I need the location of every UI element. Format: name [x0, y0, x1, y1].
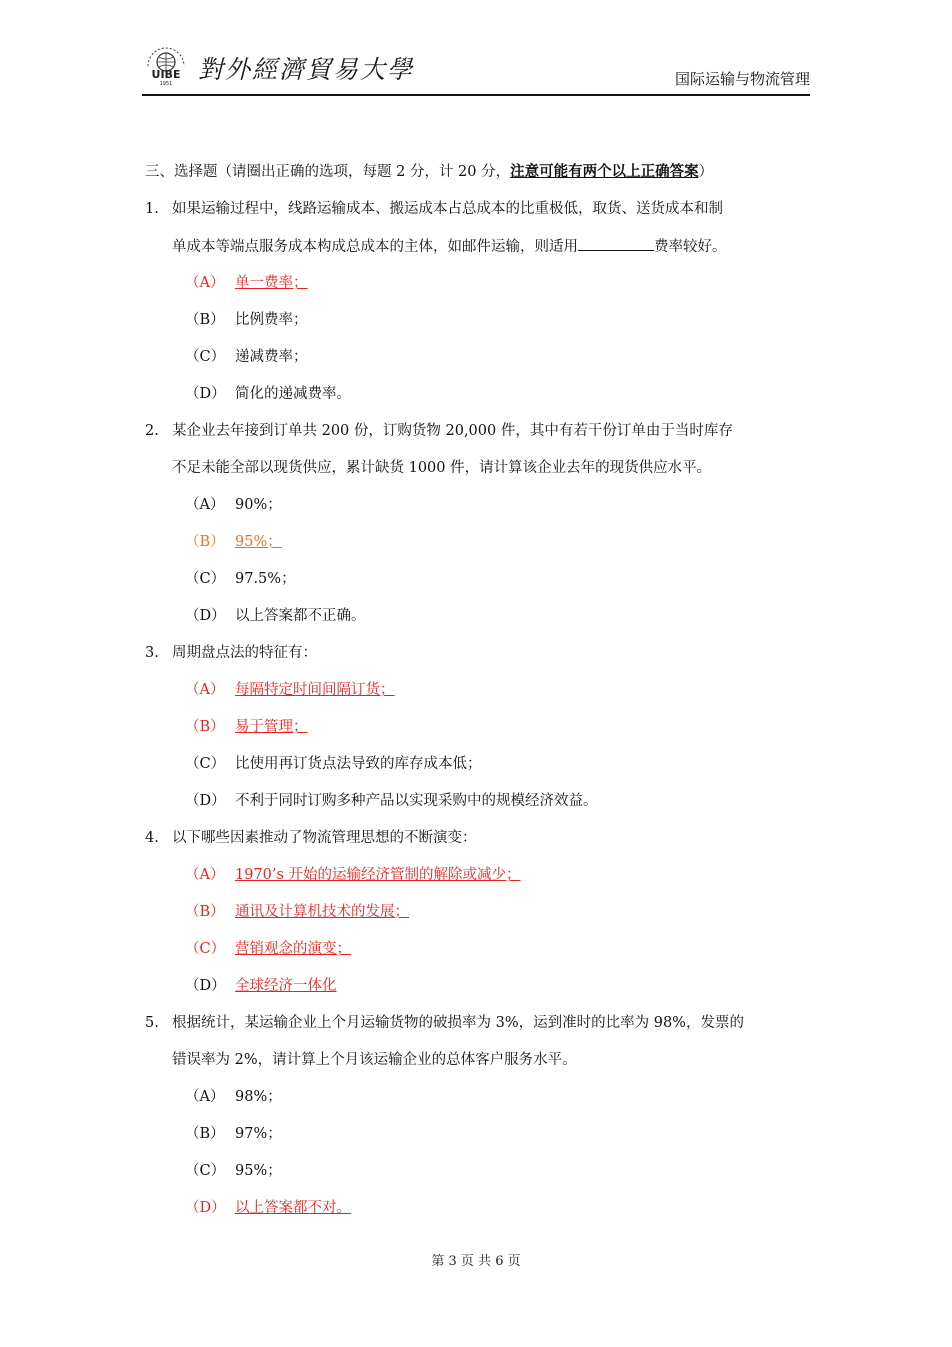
question-text: 周期盘点法的特征有： — [172, 645, 317, 661]
option-label: （B） — [185, 719, 225, 735]
option-3b — [145, 713, 813, 750]
question-text: 以下哪些因素推动了物流管理思想的不断演变： — [172, 830, 477, 846]
option-label: （D） — [185, 386, 226, 402]
question-number: 2. — [145, 423, 159, 439]
page-header — [142, 36, 810, 96]
answer-blank — [578, 232, 654, 251]
question-number: 1. — [145, 201, 159, 217]
option-text: 98%； — [235, 1089, 282, 1105]
question-3 — [145, 639, 813, 676]
svg-text:1951: 1951 — [159, 81, 173, 86]
option-4b — [145, 898, 813, 935]
section-title — [145, 158, 813, 195]
option-label: （A） — [185, 497, 225, 513]
option-5d — [145, 1194, 813, 1231]
option-text: 95%； — [235, 534, 282, 550]
school-name: 對外經濟貿易大學 — [198, 55, 415, 84]
option-5a — [145, 1083, 813, 1120]
option-label: （D） — [185, 608, 226, 624]
option-label: （C） — [185, 571, 226, 587]
option-4c — [145, 935, 813, 972]
option-4a — [145, 861, 813, 898]
option-text: 以上答案都不正确。 — [235, 608, 366, 624]
option-2d — [145, 602, 813, 639]
svg-text:UIBE: UIBE — [151, 68, 181, 81]
option-2b — [145, 528, 813, 565]
option-label: （D） — [185, 978, 226, 994]
option-text: 递减费率； — [235, 349, 308, 365]
question-number: 4. — [145, 830, 159, 846]
option-label: （A） — [185, 867, 225, 883]
question-1-continuation — [145, 232, 813, 269]
question-1 — [145, 195, 813, 232]
question-text: 单成本等端点服务成本构成总成本的主体，如邮件运输，则适用 — [172, 239, 578, 255]
option-1b — [145, 306, 813, 343]
option-text: 通讯及计算机技术的发展； — [235, 904, 409, 920]
question-text: 如果运输过程中，线路运输成本、搬运成本占总成本的比重极低，取货、送货成本和制 — [172, 201, 723, 217]
question-text: 某企业去年接到订单共 200 份，订购货物 20,000 件，其中有若干份订单由于当时库存 — [172, 423, 733, 439]
option-text: 全球经济一体化 — [235, 978, 337, 994]
option-text: 比使用再订货点法导致的库存成本低； — [235, 756, 482, 772]
section-title-prefix: 三、选择题（请圈出正确的选项，每题 2 分，计 20 分， — [145, 164, 511, 180]
section-title-emphasis: 注意可能有两个以上正确答案 — [510, 163, 699, 180]
page-content — [145, 158, 813, 1231]
option-text: 易于管理； — [235, 719, 308, 735]
option-text: 每隔特定时间间隔订货； — [235, 682, 395, 698]
option-5b — [145, 1120, 813, 1157]
option-label: （B） — [185, 534, 225, 550]
option-4d — [145, 972, 813, 1009]
question-number: 3. — [145, 645, 159, 661]
page-footer: 第 3 页 共 6 页 — [431, 1254, 521, 1269]
option-text: 简化的递减费率。 — [235, 386, 351, 402]
option-label: （C） — [185, 756, 226, 772]
option-3d — [145, 787, 813, 824]
section-title-suffix: ） — [698, 164, 714, 180]
option-label: （B） — [185, 312, 225, 328]
question-5 — [145, 1009, 813, 1046]
question-2-continuation: 不足未能全部以现货供应，累计缺货 1000 件，请计算该企业去年的现货供应水平。 — [172, 460, 712, 476]
option-text: 90%； — [235, 497, 282, 513]
option-text: 比例费率； — [235, 312, 308, 328]
option-label: （C） — [185, 349, 226, 365]
option-text: 97%； — [235, 1126, 282, 1142]
option-label: （B） — [185, 904, 225, 920]
option-label: （C） — [185, 941, 226, 957]
option-text: 单一费率； — [235, 275, 308, 291]
option-text: 以上答案都不对。 — [235, 1200, 351, 1216]
option-text: 不利于同时订购多种产品以实现采购中的规模经济效益。 — [235, 793, 598, 809]
option-label: （D） — [185, 793, 226, 809]
option-label: （D） — [185, 1200, 226, 1216]
question-number: 5. — [145, 1015, 159, 1031]
option-2c — [145, 565, 813, 602]
question-5-continuation: 错误率为 2%，请计算上个月该运输企业的总体客户服务水平。 — [172, 1052, 577, 1068]
question-2 — [145, 417, 813, 454]
option-label: （A） — [185, 1089, 225, 1105]
option-1a — [145, 269, 813, 306]
option-label: （A） — [185, 275, 225, 291]
option-2a — [145, 491, 813, 528]
question-text: 根据统计，某运输企业上个月运输货物的破损率为 3%，运到准时的比率为 98%，发票的 — [172, 1015, 744, 1031]
option-label: （A） — [185, 682, 225, 698]
option-label: （C） — [185, 1163, 226, 1179]
option-3c — [145, 750, 813, 787]
option-text: 95%； — [235, 1163, 282, 1179]
question-4 — [145, 824, 813, 861]
option-text: 营销观念的演变； — [235, 941, 351, 957]
option-1c — [145, 343, 813, 380]
option-1d — [145, 380, 813, 417]
option-3a — [145, 676, 813, 713]
question-text: 费率较好。 — [654, 239, 727, 255]
option-5c — [145, 1157, 813, 1194]
option-text: 97.5%； — [235, 571, 296, 587]
option-text: 1970’s 开始的运输经济管制的解除或减少； — [235, 867, 521, 883]
option-label: （B） — [185, 1126, 225, 1142]
course-title: 国际运输与物流管理 — [674, 70, 810, 88]
university-logo-icon — [142, 42, 190, 86]
